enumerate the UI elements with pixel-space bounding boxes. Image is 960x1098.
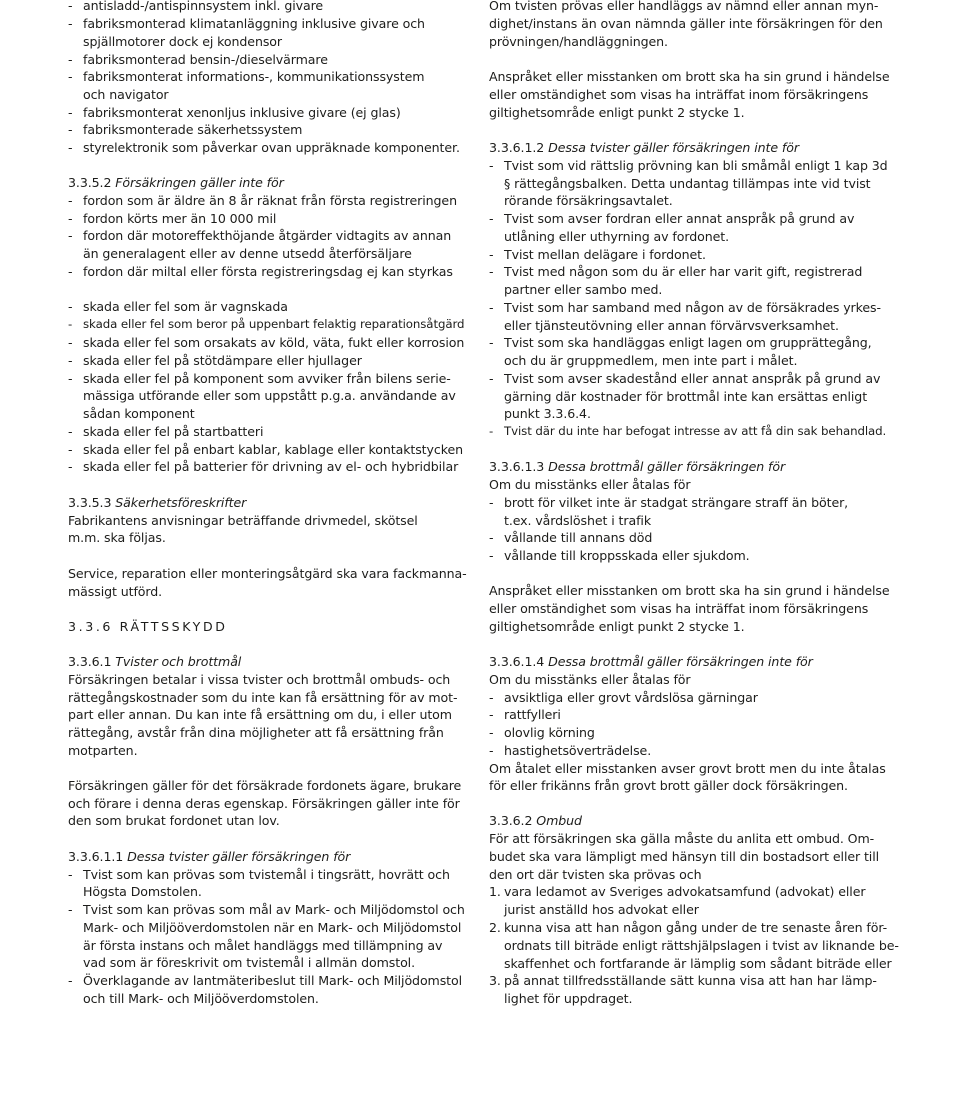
bullet-dash: - [489,707,494,722]
paragraph-line: den som brukat fordonet utan lov. [68,813,280,828]
bullet-dash: - [489,335,494,350]
bullet-dash: - [68,16,73,31]
bullet-dash: - [489,211,494,226]
bullet-dash: - [68,299,73,314]
list-item-text: Tvist som ska handläggas enligt lagen om grupprättegång, [504,335,872,350]
list-item-continuation: ordnats till biträde enligt rättshjälpslagen i tvist av liknande be- [504,938,899,953]
paragraph-line: mässigt utförd. [68,584,163,599]
list-item-text: Tvist som kan prövas som mål av Mark- och Miljödomstol och [83,902,465,917]
section-number: 3.3.6.2 [489,813,533,828]
list-item-text: Tvist som vid rättslig prövning kan bli småmål enligt 1 kap 3d [504,158,888,173]
paragraph-line: rättegångskostnader som du inte kan få ersättning för av mot- [68,690,458,705]
list-item-text: styrelektronik som påverkar ovan uppräknade komponenter. [83,140,460,155]
list-item-continuation: Högsta Domstolen. [83,884,202,899]
bullet-dash: - [489,371,494,386]
list-item-text: fordon där motoreffekthöjande åtgärder vidtagits av annan [83,228,452,243]
list-item-text: Tvist som har samband med någon av de försäkrades yrkes- [504,300,881,315]
list-item-text: skada eller fel som beror på uppenbart felaktig reparationsåtgärd [83,317,465,331]
list-item-continuation: och du är gruppmedlem, men inte part i målet. [504,353,798,368]
list-item-text: fabriksmonterade säkerhetssystem [83,122,303,137]
bullet-dash: - [489,495,494,510]
list-item-text: fabriksmonterad klimatanläggning inklusive givare och [83,16,425,31]
paragraph-line: eller omständighet som visas ha inträffat inom försäkringens [489,87,869,102]
section-title-text: Dessa tvister gäller försäkringen inte för [548,140,799,155]
paragraph-line: och förare i denna deras egenskap. Försäkringen gäller inte för [68,796,460,811]
paragraph-line: den ort där tvisten ska prövas och [489,867,702,882]
paragraph-line: eller omständighet som visas ha inträffat inom försäkringens [489,601,869,616]
section-number: 3.3.6.1.2 [489,140,545,155]
paragraph-line: Anspråket eller misstanken om brott ska ha sin grund i händelse [489,69,890,84]
item-number: 2. [489,920,501,935]
list-item-text: skada eller fel på startbatteri [83,424,264,439]
bullet-dash: - [489,264,494,279]
item-number: 1. [489,884,501,899]
list-item-text: fordon där miltal eller första registreringsdag ej kan styrkas [83,264,453,279]
list-item-continuation: eller tjänsteutövning eller annan förvärvsverksamhet. [504,318,839,333]
list-item-text: Tvist som avser skadestånd eller annat anspråk på grund av [504,371,881,386]
bullet-dash: - [68,442,73,457]
list-item-text: Tvist som kan prövas som tvistemål i tingsrätt, hovrätt och [83,867,450,882]
list-item-text: avsiktliga eller grovt vårdslösa gärningar [504,690,758,705]
bullet-dash: - [68,973,73,988]
paragraph-line: rättegång, avstår från dina möjligheter att få ersättning från [68,725,444,740]
list-item-continuation: sådan komponent [83,406,195,421]
list-item-text: skada eller fel på stötdämpare eller hjullager [83,353,362,368]
section-title-text: Dessa tvister gäller försäkringen för [127,849,351,864]
bullet-dash: - [489,743,494,758]
bullet-dash: - [489,725,494,740]
list-item-text: fabriksmonterat informations-, kommunikationssystem [83,69,425,84]
section-title [489,458,894,476]
bullet-dash: - [489,690,494,705]
section-title-text: Dessa brottmål gäller försäkringen för [548,459,786,474]
paragraph-line: Om du misstänks eller åtalas för [489,477,691,492]
numbered-item-text: vara ledamot av Sveriges advokatsamfund (advokat) eller [504,884,866,899]
bullet-dash: - [68,424,73,439]
paragraph-line: part eller annan. Du kan inte få ersättning om du, i eller utom [68,707,452,722]
section-title [68,174,473,192]
bullet-dash: - [68,228,73,243]
bullet-dash: - [68,69,73,84]
list-item-text: vållande till annans död [504,530,653,545]
list-item-text: vållande till kroppsskada eller sjukdom. [504,548,750,563]
paragraph-line: motparten. [68,743,138,758]
bullet-dash: - [68,52,73,67]
list-item-text: skada eller fel på batterier för drivning av el- och hybridbilar [83,459,459,474]
bullet-dash: - [68,335,73,350]
list-item-continuation: § rättegångsbalken. Detta undantag tillämpas inte vid tvist [504,176,871,191]
section-heading: 3.3.6 RÄTTSSKYDD [68,619,228,634]
list-item-continuation: partner eller sambo med. [504,282,663,297]
list-item-text: fordon körts mer än 10 000 mil [83,211,277,226]
section-number: 3.3.6.1.4 [489,654,545,669]
list-item-continuation: spjällmotorer dock ej kondensor [83,34,282,49]
list-item-text: brott för vilket inte är stadgat strängare straff än böter, [504,495,849,510]
bullet-dash: - [68,353,73,368]
list-item-text: Tvist med någon som du är eller har varit gift, registrerad [504,264,863,279]
list-item-text: skada eller fel på enbart kablar, kablage eller kontaktstycken [83,442,463,457]
section-title-text: Försäkringen gäller inte för [115,175,284,190]
section-number: 3.3.5.3 [68,495,112,510]
bullet-dash: - [68,140,73,155]
section-number: 3.3.6.1.1 [68,849,124,864]
paragraph-line: giltighetsområde enligt punkt 2 stycke 1. [489,619,745,634]
list-item-text: hastighetsöverträdelse. [504,743,652,758]
list-item-text: fabriksmonterat xenonljus inklusive givare (ej glas) [83,105,401,120]
section-title [489,812,894,830]
paragraph-line: Försäkringen gäller för det försäkrade fordonets ägare, brukare [68,778,462,793]
paragraph-line: För att försäkringen ska gälla måste du anlita ett ombud. Om- [489,831,875,846]
list-item-continuation: utlåning eller uthyrning av fordonet. [504,229,729,244]
bullet-dash: - [68,193,73,208]
bullet-dash: - [68,902,73,917]
paragraph-line: Service, reparation eller monteringsåtgärd ska vara fackmanna- [68,566,467,581]
paragraph-line: budet ska vara lämpligt med hänsyn till din bostadsort eller till [489,849,880,864]
section-title [68,848,473,866]
paragraph-line: giltighetsområde enligt punkt 2 stycke 1. [489,105,745,120]
bullet-dash: - [68,317,73,331]
paragraph-line: prövningen/handläggningen. [489,34,668,49]
list-item-continuation: gärning där kostnader för brottmål inte kan ersättas enligt [504,389,868,404]
list-item-continuation: punkt 3.3.6.4. [504,406,591,421]
bullet-dash: - [68,371,73,386]
numbered-item-text: på annat tillfredsställande sätt kunna visa att han har lämp- [504,973,877,988]
list-item-text: skada eller fel som orsakats av köld, väta, fukt eller korrosion [83,335,465,350]
section-title-text: Ombud [536,813,582,828]
bullet-dash: - [68,122,73,137]
section-title [489,653,894,671]
bullet-dash: - [68,0,73,13]
list-item-continuation: och till Mark- och Miljööverdomstolen. [83,991,319,1006]
section-title [68,653,473,671]
section-number: 3.3.5.2 [68,175,112,190]
section-title [489,139,894,157]
bullet-dash: - [68,459,73,474]
bullet-dash: - [489,300,494,315]
list-item-text: Tvist mellan delägare i fordonet. [504,247,706,262]
section-title-text: Dessa brottmål gäller försäkringen inte för [548,654,813,669]
bullet-dash: - [489,530,494,545]
list-item-continuation: vad som är föreskrivit om tvistemål i allmän domstol. [83,955,415,970]
list-item-text: Överklagande av lantmäteribeslut till Mark- och Miljödomstol [83,973,463,988]
list-item-continuation: rörande försäkringsavtalet. [504,193,673,208]
section-title-text: Säkerhetsföreskrifter [115,495,247,510]
bullet-dash: - [68,867,73,882]
list-item-text: antisladd-/antispinnsystem inkl. givare [83,0,324,13]
paragraph-line: Anspråket eller misstanken om brott ska ha sin grund i händelse [489,583,890,598]
list-item-text: skada eller fel som är vagnskada [83,299,288,314]
list-item-text: fabriksmonterad bensin-/dieselvärmare [83,52,328,67]
list-item-text: olovlig körning [504,725,595,740]
list-item-text: fordon som är äldre än 8 år räknat från första registreringen [83,193,457,208]
bullet-dash: - [489,247,494,262]
item-number: 3. [489,973,501,988]
bullet-dash: - [489,158,494,173]
list-item-continuation: jurist anställd hos advokat eller [504,902,699,917]
section-title-text: Tvister och brottmål [115,654,242,669]
bullet-dash: - [68,105,73,120]
paragraph-line: Om åtalet eller misstanken avser grovt brott men du inte åtalas [489,761,886,776]
list-item-text: Tvist där du inte har befogat intresse av att få din sak behandlad. [504,424,887,438]
paragraph-line: Om tvisten prövas eller handläggs av nämnd eller annan myn- [489,0,879,13]
section-number: 3.3.6.1 [68,654,112,669]
bullet-dash: - [68,211,73,226]
list-item-continuation: skaffenhet och fortfarande är lämplig som sådant biträde eller [504,956,892,971]
list-item-continuation: lighet för uppdraget. [504,991,633,1006]
list-item-text: rattfylleri [504,707,561,722]
bullet-dash: - [489,548,494,563]
list-item-text: skada eller fel på komponent som avviker från bilens serie- [83,371,451,386]
section-title [68,494,473,512]
paragraph-line: Försäkringen betalar i vissa tvister och brottmål ombuds- och [68,672,451,687]
paragraph-line: Om du misstänks eller åtalas för [489,672,691,687]
list-item-continuation: Mark- och Miljööverdomstolen när en Mark- och Miljödomstol [83,920,462,935]
paragraph-line: för eller frikänns från grovt brott gäller dock försäkringen. [489,778,848,793]
list-item-text: Tvist som avser fordran eller annat anspråk på grund av [504,211,855,226]
list-item-continuation: t.ex. vårdslöshet i trafik [504,513,652,528]
paragraph-line: dighet/instans än ovan nämnda gäller inte försäkringen för den [489,16,883,31]
bullet-dash: - [68,264,73,279]
list-item-continuation: är första instans och målet handläggs med tillämpning av [83,938,443,953]
paragraph-line: Fabrikantens anvisningar beträffande drivmedel, skötsel [68,513,418,528]
list-item-continuation: och navigator [83,87,169,102]
bullet-dash: - [489,424,494,438]
list-item-continuation: mässiga utförande eller som uppstått p.g.a. användande av [83,388,456,403]
paragraph-line: m.m. ska följas. [68,530,166,545]
section-number: 3.3.6.1.3 [489,459,545,474]
numbered-item-text: kunna visa att han någon gång under de tre senaste åren för- [504,920,888,935]
list-item-continuation: än generalagent eller av denne utsedd återförsäljare [83,246,412,261]
